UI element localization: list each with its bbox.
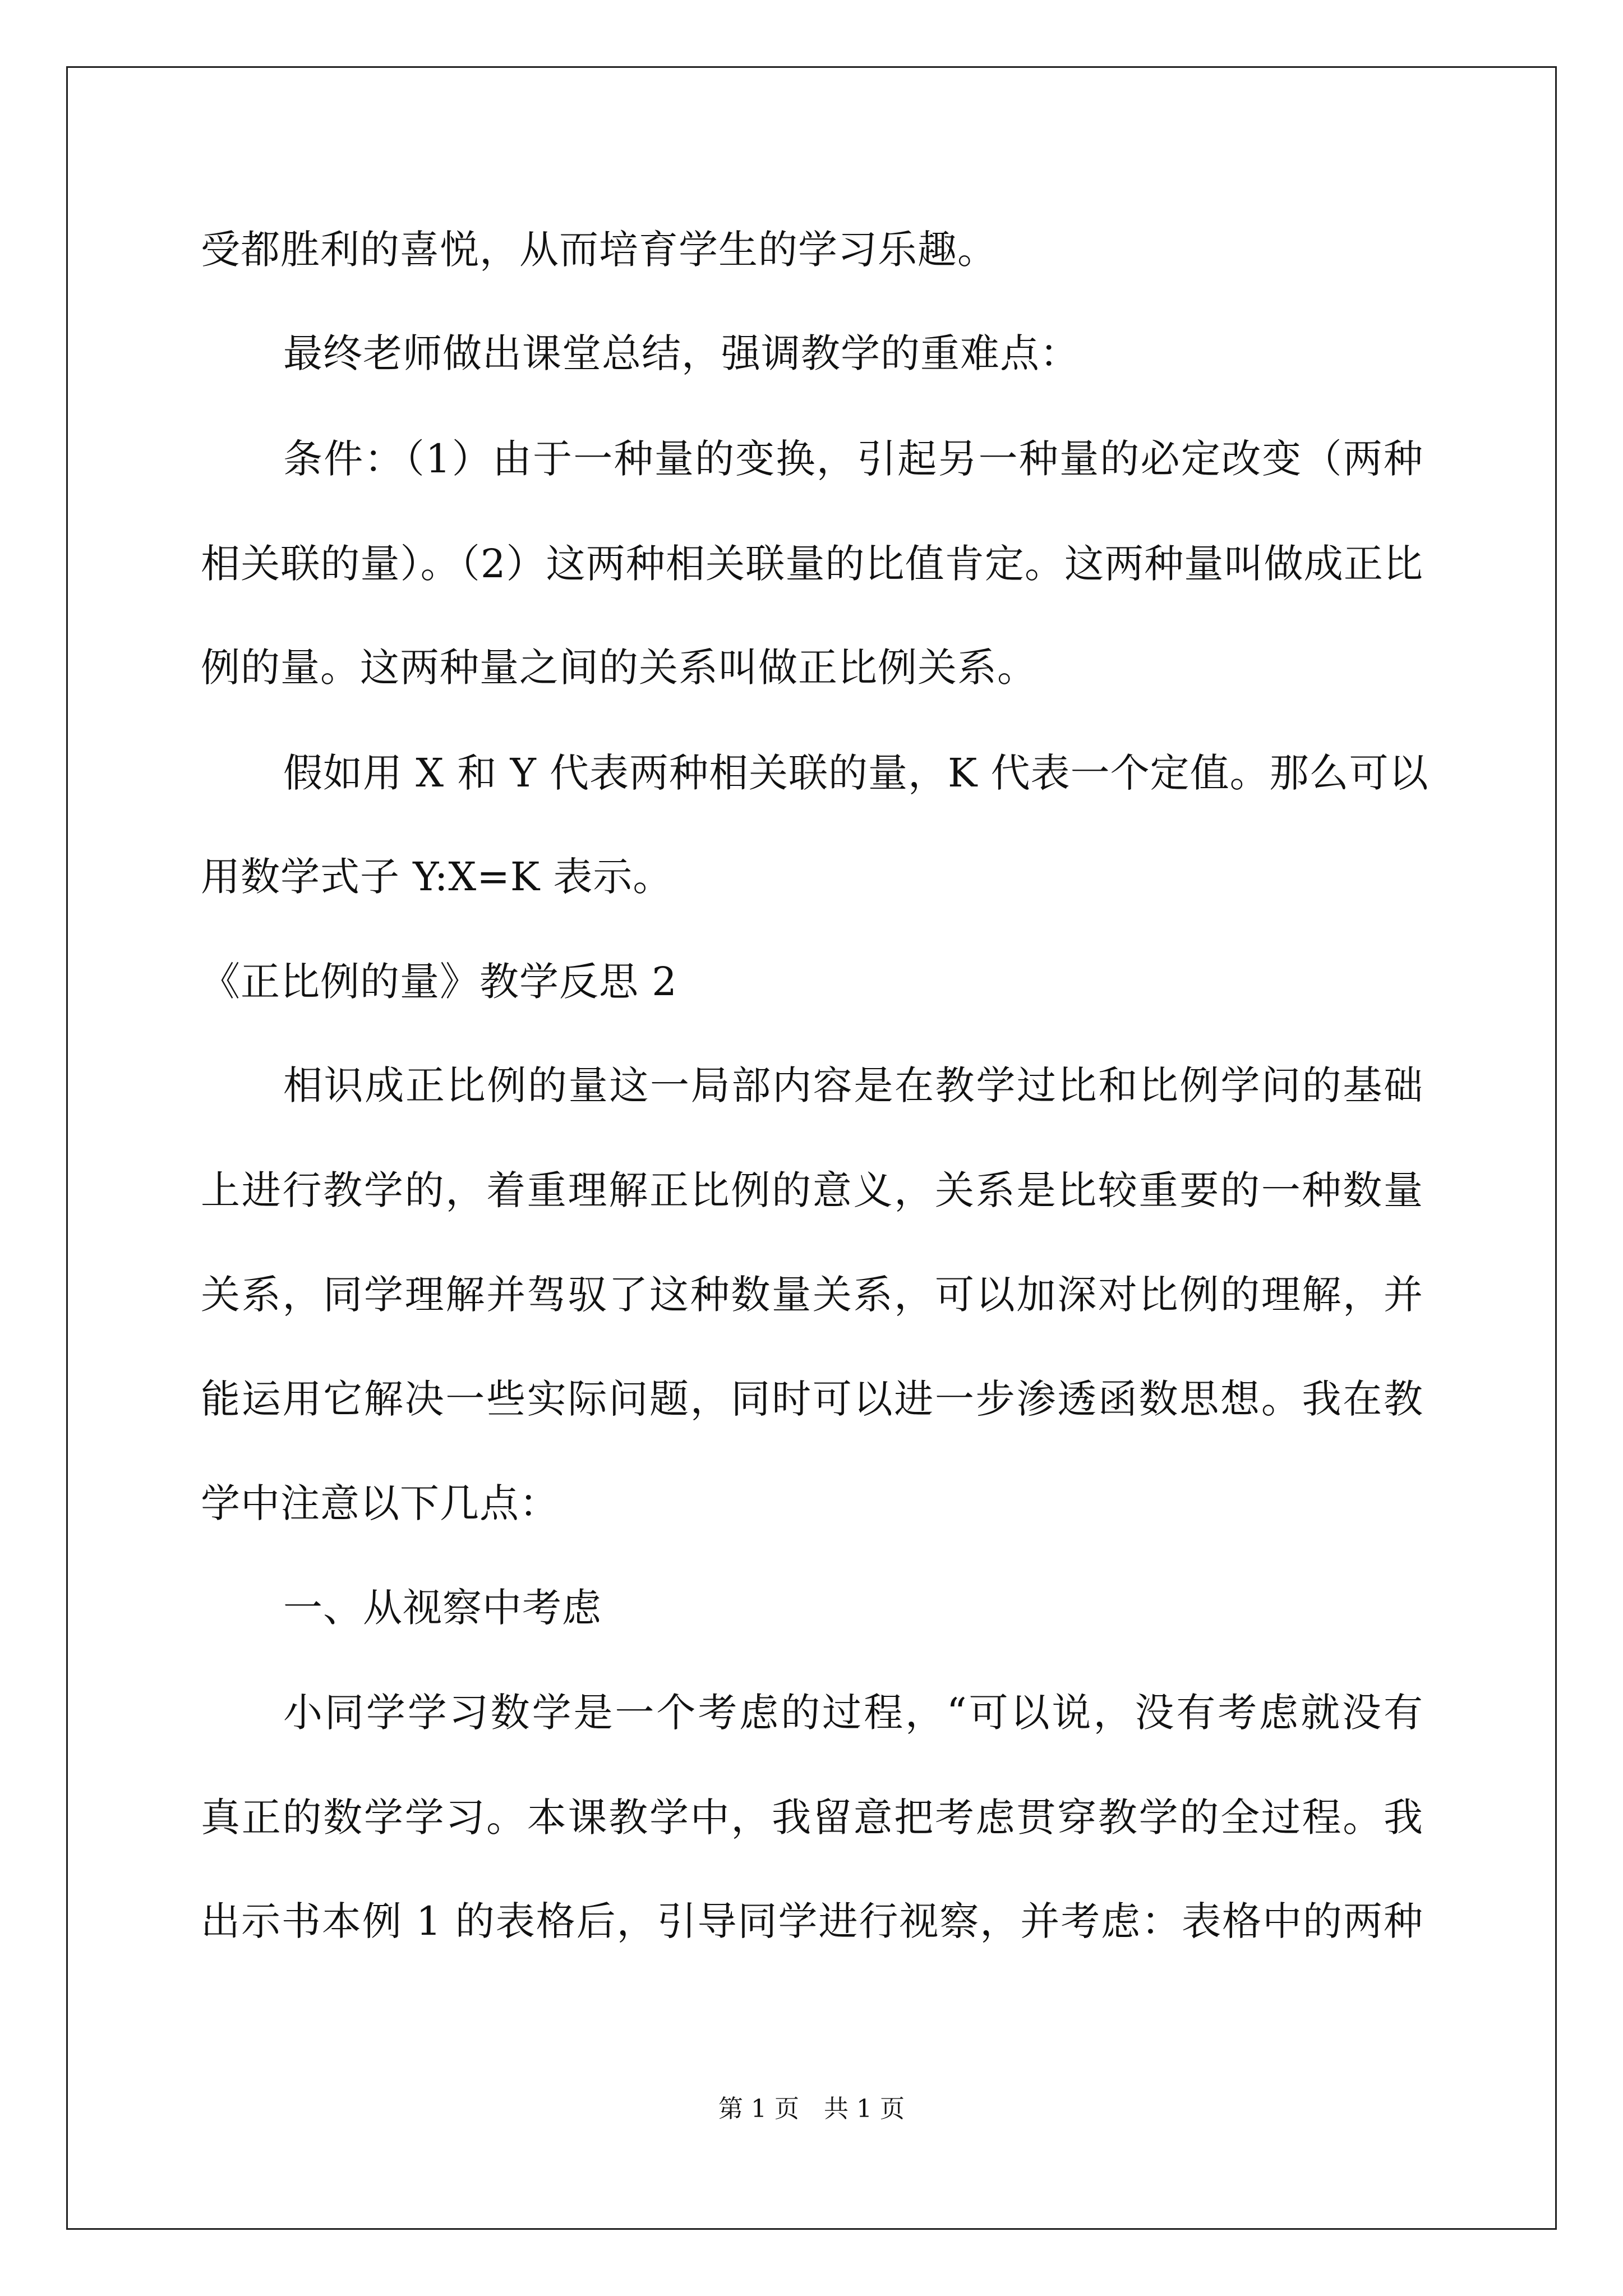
text-line-13: 学中注意以下几点：: [201, 1480, 559, 1526]
text-line-3: 条件：（1）由于一种量的变换，引起另一种量的必定改变（两种: [283, 436, 1423, 482]
text-line-16: 真正的数学学习。本课教学中，我留意把考虑贯穿教学的全过程。我: [201, 1795, 1423, 1841]
text-line-4: 相关联的量）。（2）这两种相关联量的比值肯定。这两种量叫做成正比: [201, 541, 1423, 587]
text-line-5: 例的量。这两种量之间的关系叫做正比例关系。: [201, 645, 1037, 691]
text-line-6: 假如用 X 和 Y 代表两种相关联的量，K 代表一个定值。那么可以: [283, 750, 1429, 796]
text-line-11: 关系，同学理解并驾驭了这种数量关系，可以加深对比例的理解，并: [201, 1272, 1423, 1318]
page-number-footer: 第 1 页 共 1 页: [718, 2095, 905, 2123]
text-line-9: 相识成正比例的量这一局部内容是在教学过比和比例学问的基础: [283, 1062, 1423, 1108]
text-line-12: 能运用它解决一些实际问题，同时可以进一步渗透函数思想。我在教: [201, 1376, 1423, 1422]
text-line-17: 出示书本例 1 的表格后，引导同学进行视察，并考虑：表格中的两种: [201, 1898, 1423, 1944]
text-line-1: 受都胜利的喜悦，从而培育学生的学习乐趣。: [201, 227, 997, 273]
text-line-10: 上进行教学的，着重理解正比例的意义，关系是比较重要的一种数量: [201, 1167, 1423, 1213]
text-line-2: 最终老师做出课堂总结，强调教学的重难点：: [283, 330, 1080, 376]
subsection-heading: 一、从视察中考虑: [283, 1585, 602, 1631]
text-line-7: 用数学式子 Y:X=K 表示。: [201, 854, 673, 900]
section-heading: 《正比例的量》教学反思 2: [201, 959, 677, 1005]
text-line-15: 小同学学习数学是一个考虑的过程，“可以说，没有考虑就没有: [283, 1690, 1423, 1736]
